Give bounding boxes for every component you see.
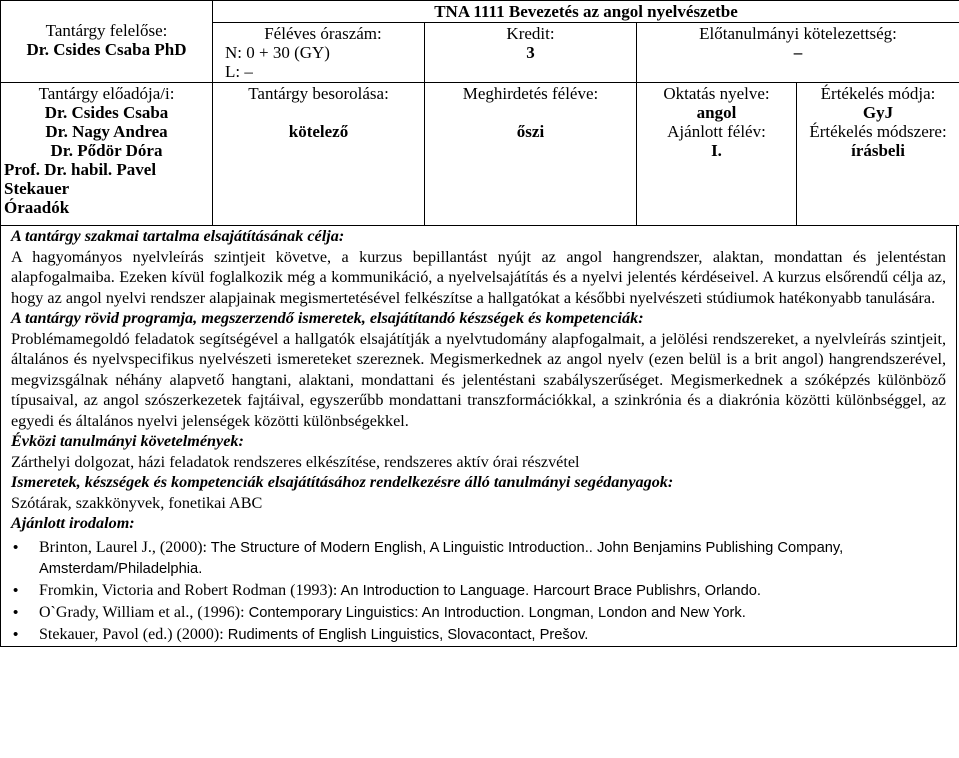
list-item <box>39 602 946 624</box>
credit-value: 3 <box>526 43 535 62</box>
evaluation-method-value: írásbeli <box>851 141 905 160</box>
hours-value-2: L: – <box>225 62 253 81</box>
recommended-label: Ajánlott félév: <box>667 122 766 141</box>
responsible-cell <box>1 1 213 83</box>
recommended-value: I. <box>711 141 722 160</box>
evaluation-value: GyJ <box>862 103 894 122</box>
semester-value: őszi <box>516 122 545 141</box>
classification-value: kötelező <box>288 122 349 141</box>
reference-author: O`Grady, William et al., (1996): <box>39 603 245 621</box>
evaluation-method-label: Értékelés módszere: <box>809 122 947 141</box>
hours-value: N: 0 + 30 (GY) <box>225 43 330 62</box>
reference-author: Stekauer, Pavol (ed.) (2000): <box>39 625 224 643</box>
requirements-heading: Évközi tanulmányi követelmények: <box>11 432 244 450</box>
classification-label: Tantárgy besorolása: <box>248 84 389 103</box>
prereq-label: Előtanulmányi kötelezettség: <box>699 24 897 43</box>
semester-cell <box>425 83 637 226</box>
classification-cell <box>213 83 425 226</box>
course-title: TNA 1111 Bevezetés az angol nyelvészetbe <box>213 1 959 23</box>
evaluation-label: Értékelés módja: <box>820 84 936 103</box>
hours-cell <box>213 23 425 83</box>
lecturers-label: Tantárgy előadója/i: <box>38 84 175 103</box>
language-value: angol <box>696 103 737 122</box>
reference-author: Fromkin, Victoria and Robert Rodman (1993): <box>39 581 338 599</box>
hours-label: Féléves óraszám: <box>264 24 382 43</box>
prereq-cell <box>637 23 959 83</box>
responsible-name: Dr. Csides Csaba PhD <box>26 40 187 59</box>
language-cell <box>637 83 797 226</box>
course-header-table <box>0 0 959 226</box>
requirements-text: Zárthelyi dolgozat, házi feladatok rendszeres elkészítése, rendszeres aktív órai részvétel <box>11 452 580 471</box>
course-body <box>0 226 957 647</box>
reference-title: The Structure of Modern English, A Linguistic Introduction.. John Benjamins Publishing Company, Amsterdam/Philadelphia. <box>39 539 844 577</box>
reference-author: Brinton, Laurel J., (2000): <box>39 538 207 556</box>
goal-heading: A tantárgy szakmai tartalma elsajátításának célja: <box>11 227 345 245</box>
program-heading: A tantárgy rövid programja, megszerzendő ismeretek, elsajátítandó készségek és kompetenciák: <box>11 309 644 327</box>
program-text: Problémamegoldó feladatok segítségével a hallgatók elsajátítják a nyelvtudomány alapfogalmait, a jelölési rendszereket, a nyelvleírás szintjeit, általános és nyelvspecifikus nyelvészeti ismereteket szereznek. Megismerkednek az angol nyelv (ezen belül is a brit angol) hangrendszerével, megvizsgálnak néhány alapvető hangtani, alaktani, mondattani és jelentéstani szabályszerűséget. Megismerkednek a szóképzés különböző típusaival, az angol szószerkezetek fajtáival, egyszerűbb mondattani transzformációkkal, a szinkrónia és a diakrónia közötti különbséggel, az egyedi és általános nyelvi jelenségek közötti különbségekkel. <box>11 329 946 430</box>
list-item <box>39 537 946 580</box>
prereq-value: – <box>793 43 803 62</box>
lecturers-cell <box>1 83 213 226</box>
credit-cell <box>425 23 637 83</box>
credit-label: Kredit: <box>506 24 555 43</box>
lecturers-extra: Óraadók <box>4 198 70 217</box>
lecturer-name: Dr. Nagy Andrea <box>45 122 168 141</box>
literature-list <box>11 537 946 646</box>
goal-text: A hagyományos nyelvleírás szintjeit követve, a kurzus bepillantást nyújt az angol hangrendszer, alaktan, mondattan és jelentéstan alapfogalmaiba. Ezeken kívül foglalkozik még a kommunikáció, a nyelvelsajátítás és a nyelvi jelentés kérdéseivel. A kurzus elsőrendű célja az, hogy az angol nyelvi rendszer alapjainak megismertetésével felkészítse a hallgatókat a későbbi nyelvészeti stúdiumok hatékonyabb tanulására. <box>11 247 946 307</box>
reference-title: Rudiments of English Linguistics, Slovacontact, Prešov. <box>223 626 589 643</box>
materials-text: Szótárak, szakkönyvek, fonetikai ABC <box>11 493 263 512</box>
semester-label: Meghirdetés féléve: <box>462 84 599 103</box>
literature-heading: Ajánlott irodalom: <box>11 514 135 532</box>
responsible-label: Tantárgy felelőse: <box>45 21 168 40</box>
lecturer-name: Dr. Csides Csaba <box>44 103 169 122</box>
evaluation-cell <box>797 83 959 226</box>
language-label: Oktatás nyelve: <box>663 84 770 103</box>
reference-title: An Introduction to Language. Harcourt Brace Publishrs, Orlando. <box>337 582 762 599</box>
reference-title: Contemporary Linguistics: An Introduction. Longman, London and New York. <box>244 604 746 621</box>
list-item <box>39 624 946 646</box>
list-item <box>39 580 946 602</box>
lecturer-name: Dr. Pődör Dóra <box>50 141 163 160</box>
materials-heading: Ismeretek, készségek és kompetenciák elsajátításához rendelkezésre álló tanulmányi segédanyagok: <box>11 473 674 491</box>
lecturer-name: Prof. Dr. habil. Pavel Stekauer <box>4 160 157 198</box>
